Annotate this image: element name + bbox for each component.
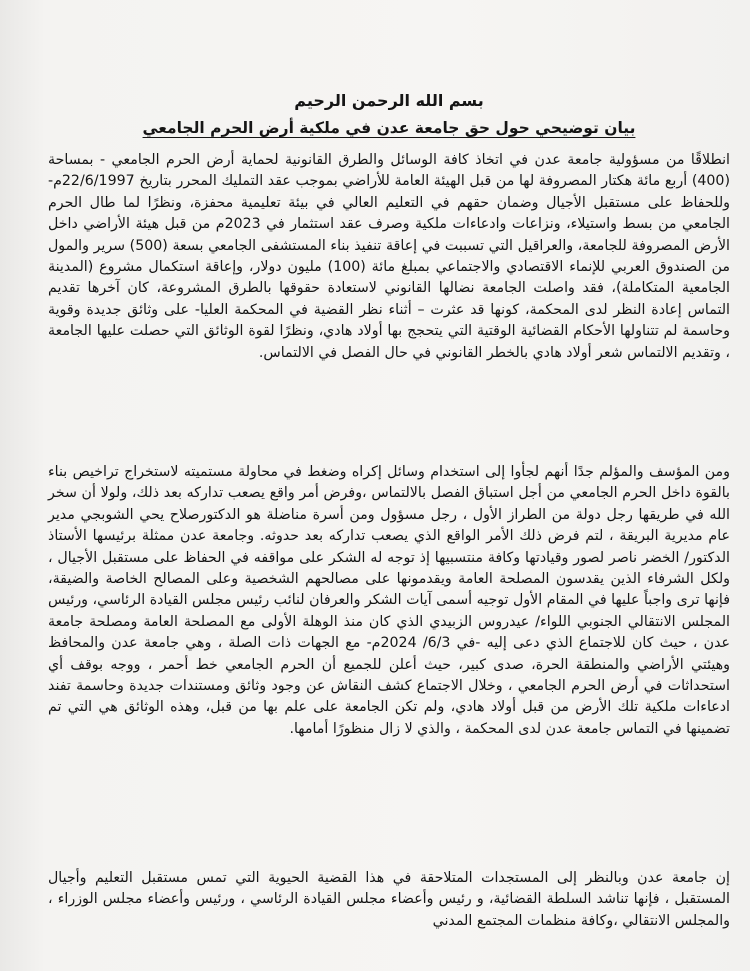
basmala-heading: بسم الله الرحمن الرحيم xyxy=(294,91,484,110)
document-title xyxy=(48,118,730,139)
statement-document xyxy=(48,0,730,971)
document-title-text: بيان توضيحي حول حق جامعة عدن في ملكية أرض الحرم الجامعي xyxy=(142,119,636,137)
paragraph-appeal: إن جامعة عدن وبالنظر إلى المستجدات المتلاحقة في هذا القضية الحيوية التي تمس مستقبل التعليم وأجيال المستقبل ، فإنها تناشد السلطة القضائية، و رئيس وأعضاء مجلس القيادة الرئاسي ، ورئيس وأعضاء مجلس الوزراء ، والمجلس الانتقالي ،وكافة منظمات المجتمع المدني xyxy=(48,870,730,929)
paragraph-pressure: ومن المؤسف والمؤلم جدًا أنهم لجأوا إلى استخدام وسائل إكراه وضغط في محاولة مستميته لاستخراج تراخيص بناء بالقوة داخل الحرم الجامعي من أجل استباق الفصل بالالتماس ،وفرض أمر واقع يصعب تداركه بعد ذلك، ولولا أن سخر الله في طريقها رجل دولة من الطراز الأول ، رجل مسؤول ومن أسرة مناضلة هو الدكتورصلاح يحي الشوبجي مدير عام مديرية البريقة ، لتم فرض ذلك الأمر الواقع الذي يصعب تداركه بعد حدوثه. وجامعة عدن ممثلة برئيسها الأستاذ الدكتور/ الخضر ناصر لصور وقيادتها وكافة منتسبيها إذ توجه له الشكر على مواقفه في الحفاظ على مستقبل الأجيال ، ولكل الشرفاء الذين يقدسون المصلحة العامة ويقدمونها على مصالحهم الشخصية وعلى المصالح الخاصة والضيقة، فإنها ترى واجباً عليها في المقام الأول توجيه أسمى آيات الشكر والعرفان لنائب رئيس مجلس القيادة الرئاسي، ورئيس المجلس الانتقالي الجنوبي اللواء/ عيدروس الزبيدي الذي كان منذ الوهلة الأولى مع المصلحة العامة ومصلحة جامعة عدن ، حيث كان للاجتماع الذي دعى إليه -في 6/3/ 2024م- مع الجهات ذات الصلة ، وهي جامعة عدن والمحافظ وهيئتي الأراضي والمنطقة الحرة، صدى كبير، حيث أعلن للجميع أن الحرم الجامعي خط أحمر ، ووجه بوقف أي استحداثات في أرض الحرم الجامعي ، وخلال الاجتماع كشف النقاش عن وجود وثائق ومستندات جديدة وحاسمة تفند ادعاءات ملكية تلك الأرض من قبل أولاد هادي، ولم تكن الجامعة على علم بها من قبل، وهذه الوثائق هي التي تم تضمينها في التماس جامعة عدن لدى المحكمة ، والذي لا زال منظورًا أمامها. xyxy=(48,464,731,737)
paragraph-intro: انطلاقًا من مسؤولية جامعة عدن في اتخاذ كافة الوسائل والطرق القانونية لحماية أرض الحرم الجامعي - بمساحة (400) أربع مائة هكتار المصروفة لها من قبل الهيئة العامة للأراضي بموجب عقد التمليك المحرر بتاريخ 22/6/1997م- وللحفاظ على مستقبل الأجيال وضمان حقهم في التعليم العالي في بيئة تعليمية محفزة، ونظرًا لما طال الحرم الجامعي من بسط واستيلاء، ونزاعات وادعاءات ملكية وصرف عقد استثمار في 2023م من قبل هيئة الأراضي داخل الأرض المصروفة للجامعة، والعراقيل التي تسببت في إعاقة تنفيذ بناء المستشفى الجامعي بسعة (500) سرير والمول من الصندوق العربي للإنماء الاقتصادي والاجتماعي بمبلغ مائة (100) مليون دولار، وإعاقة استكمال مشروع (المدينة الجامعية المتكاملة)، فقد واصلت الجامعة نضالها القانوني لاستعادة حقوقها بالطرق المشروعة، كان آخرها تقديم التماس إعادة النظر لدى المحكمة، كونها قد عثرت – أثناء نظر القضية في المحكمة العليا- على وثائق جديدة وقوية وحاسمة لم تتناولها الأحكام القضائية الوقتية التي يتحجج بها أولاد هادي، ونظرًا لقوة الوثائق التي حصلت عليها الجامعة ، وتقديم الالتماس شعر أولاد هادي بالخطر القانوني في حال الفصل في الالتماس. xyxy=(48,152,730,361)
